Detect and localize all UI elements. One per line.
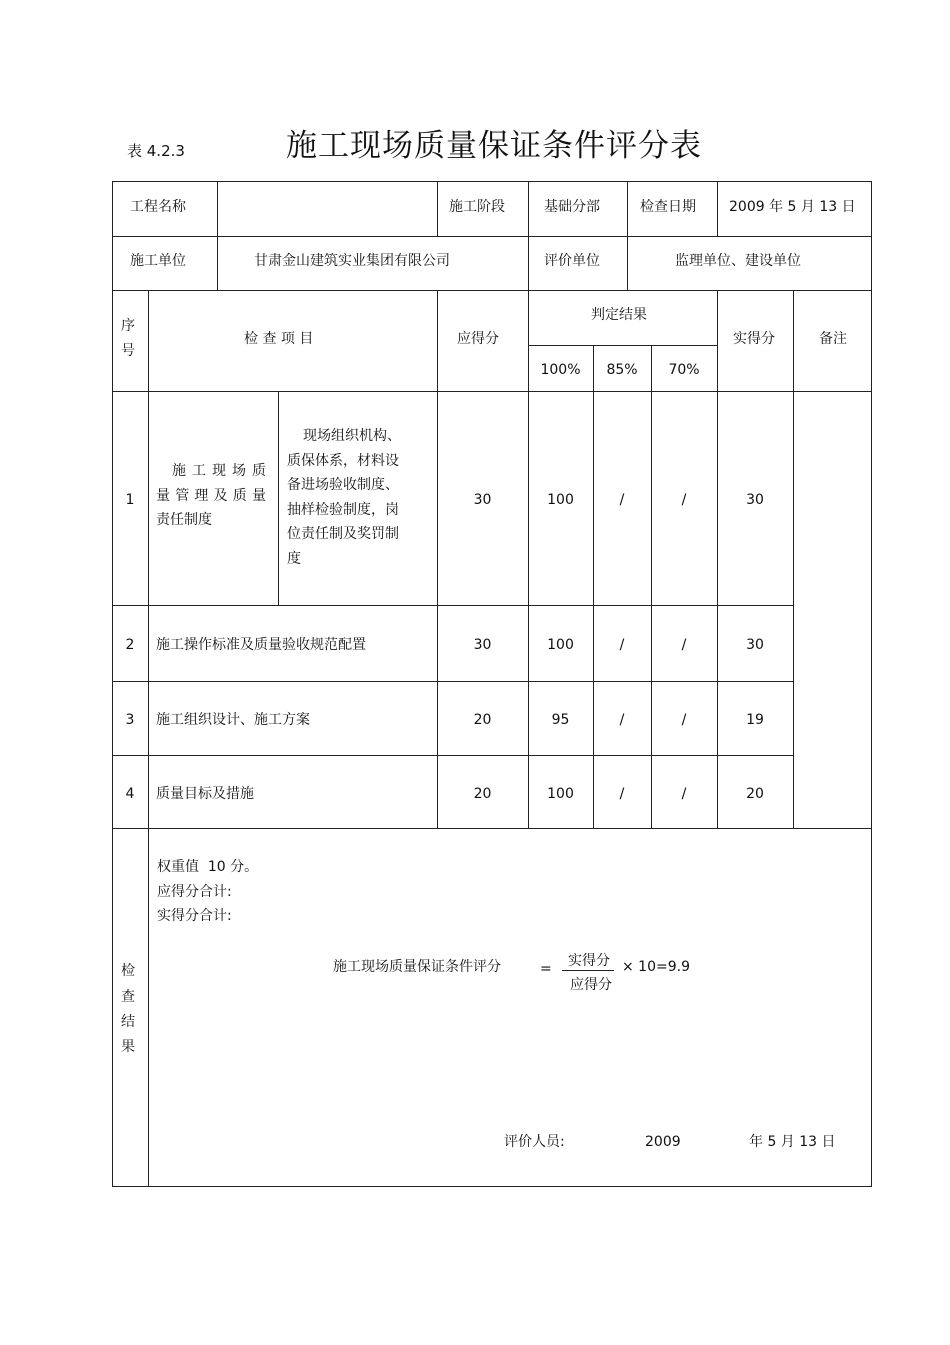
project-name-label: 工程名称 xyxy=(130,199,186,215)
row-p85: / xyxy=(619,637,625,653)
eval-year: 2009 xyxy=(645,1134,681,1150)
row-p85: / xyxy=(619,712,625,728)
row-actual: 30 xyxy=(746,492,764,508)
actual-score-header: 实得分 xyxy=(733,331,775,347)
row-p100: 100 xyxy=(547,637,574,653)
row-actual: 19 xyxy=(746,712,764,728)
row-item: 施工操作标准及质量验收规范配置 xyxy=(156,637,366,653)
row-item: 施工现场质 量管理及质量 责任制度 xyxy=(156,463,266,528)
p100-header: 100% xyxy=(540,362,581,378)
weight-text: 权重值 10 分。 xyxy=(157,859,259,875)
seq-header-2: 号 xyxy=(121,343,135,359)
row-due: 30 xyxy=(473,492,492,508)
row-due: 20 xyxy=(473,786,492,802)
result-label-1: 检 xyxy=(121,963,135,979)
formula-numerator: 实得分 xyxy=(568,953,610,969)
row-p100: 100 xyxy=(547,492,574,508)
row-actual: 30 xyxy=(746,637,764,653)
row-seq: 4 xyxy=(125,786,135,802)
evaluator-label: 评价单位 xyxy=(544,253,600,269)
row-due: 20 xyxy=(473,712,492,728)
row-actual: 20 xyxy=(746,786,764,802)
row-p85: / xyxy=(619,492,625,508)
contractor-value: 甘肃金山建筑实业集团有限公司 xyxy=(254,253,450,269)
formula-left: 施工现场质量保证条件评分 xyxy=(333,959,501,975)
table-number: 表 4.2.3 xyxy=(127,142,185,160)
row-p70: / xyxy=(681,712,687,728)
check-date-label: 检查日期 xyxy=(640,199,696,215)
row-item: 施工组织设计、施工方案 xyxy=(156,712,310,728)
row-seq: 2 xyxy=(125,637,135,653)
row-p70: / xyxy=(681,492,687,508)
remarks-header: 备注 xyxy=(819,331,847,347)
contractor-label: 施工单位 xyxy=(130,253,186,269)
row-seq: 3 xyxy=(125,712,135,728)
judgment-header: 判定结果 xyxy=(591,307,647,323)
row-p100: 95 xyxy=(551,712,570,728)
p70-header: 70% xyxy=(668,362,700,378)
due-score-header: 应得分 xyxy=(457,331,499,347)
check-date-value: 2009 年 5 月 13 日 xyxy=(729,199,856,215)
row-due: 30 xyxy=(473,637,492,653)
item-header: 检 查 项 目 xyxy=(244,331,314,347)
stage-value: 基础分部 xyxy=(544,199,600,215)
formula-denominator: 应得分 xyxy=(570,977,612,993)
page-title: 施工现场质量保证条件评分表 xyxy=(286,128,702,164)
row-item: 质量目标及措施 xyxy=(156,786,254,802)
row-seq: 1 xyxy=(125,492,135,508)
formula-equals: = xyxy=(540,961,552,977)
row-p70: / xyxy=(681,786,687,802)
formula-right: × 10=9.9 xyxy=(622,959,690,975)
evaluator-value: 监理单位、建设单位 xyxy=(675,253,801,269)
actual-total-text: 实得分合计: xyxy=(157,908,232,924)
result-label-4: 果 xyxy=(121,1039,135,1055)
fraction-bar xyxy=(562,970,614,971)
result-label-3: 结 xyxy=(121,1014,135,1030)
eval-month-day: 年 5 月 13 日 xyxy=(749,1134,836,1150)
seq-header-1: 序 xyxy=(121,318,135,334)
row-p70: / xyxy=(681,637,687,653)
evaluator-person-label: 评价人员: xyxy=(504,1134,565,1150)
row-p85: / xyxy=(619,786,625,802)
due-total-text: 应得分合计: xyxy=(157,884,232,900)
p85-header: 85% xyxy=(606,362,638,378)
row-p100: 100 xyxy=(547,786,574,802)
result-label-2: 查 xyxy=(121,989,135,1005)
row-detail: 现场组织机构、 质保体系，材料设 备进场验收制度、 抽样检验制度，岗 位责任制及奖罚制 度 xyxy=(287,428,401,567)
stage-label: 施工阶段 xyxy=(449,199,505,215)
